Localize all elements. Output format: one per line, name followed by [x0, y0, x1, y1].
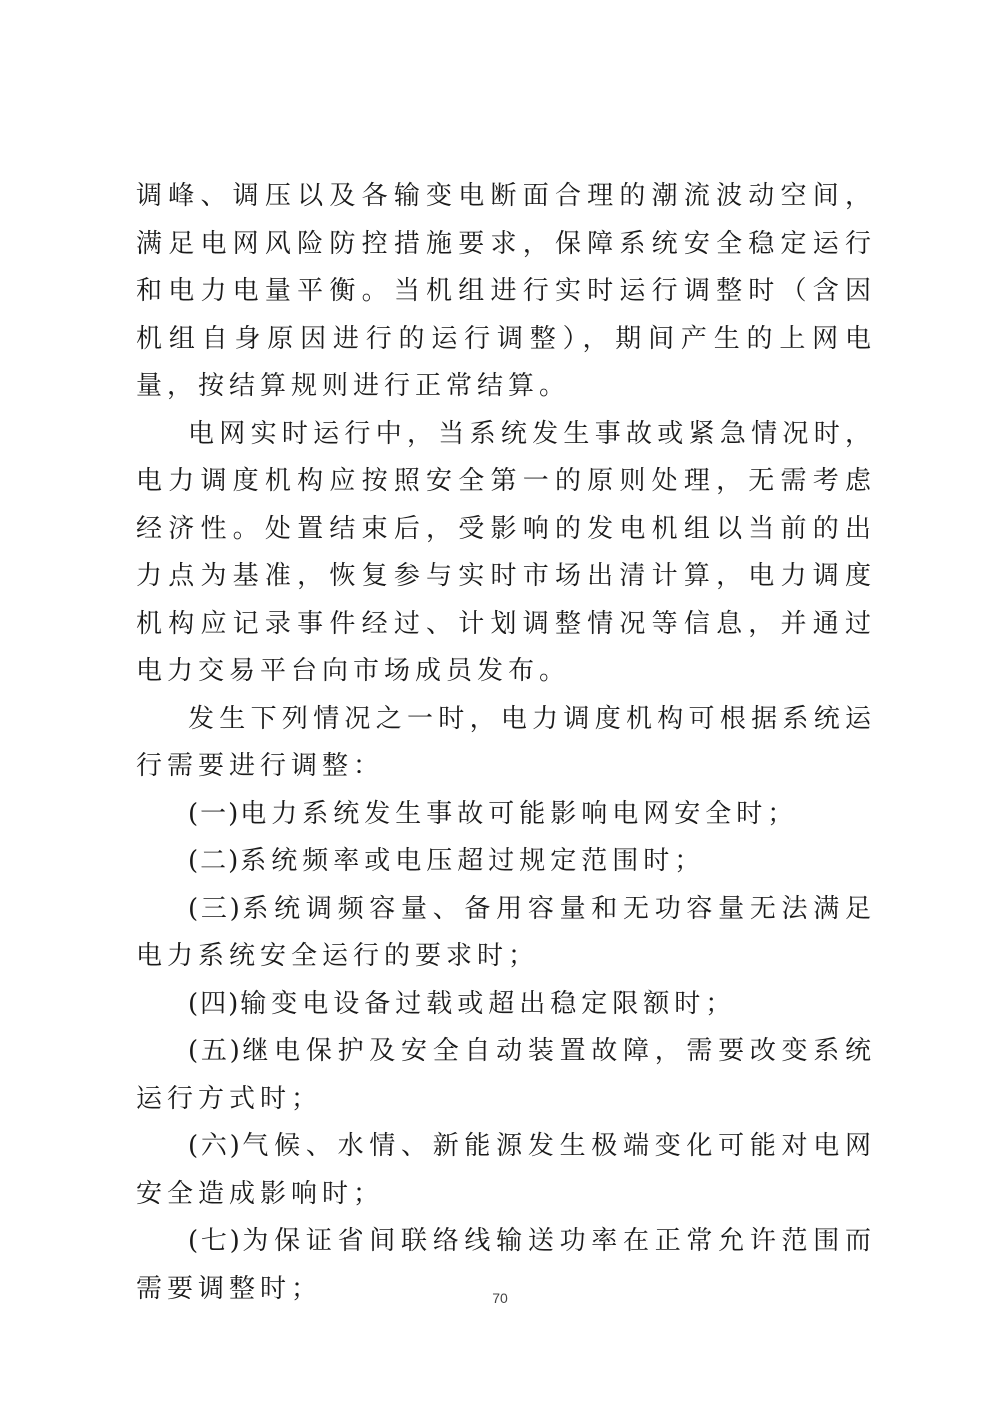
list-item-text: 为保证省间联络线输送功率在正常允许范围而需要调整时； — [136, 1226, 876, 1304]
list-item-number: (一) — [188, 798, 241, 829]
list-item — [136, 791, 876, 839]
list-item-text: 系统调频容量、备用容量和无功容量无法满足电力系统安全运行的要求时； — [136, 893, 876, 971]
paragraph-continuation: 调峰、调压以及各输变电断面合理的潮流波动空间，满足电网风险防控措施要求，保障系统安全稳定运行和电力电量平衡。当机组进行实时运行调整时（含因机组自身原因进行的运行调整），期间产生的上网电量，按结算规则进行正常结算。 — [136, 181, 876, 401]
page-number: 70 — [492, 1290, 508, 1306]
list-item-text: 电力系统发生事故可能影响电网安全时； — [240, 798, 799, 829]
paragraph-emergency-handling: 电网实时运行中，当系统发生事故或紧急情况时，电力调度机构应按照安全第一的原则处理，无需考虑经济性。处置结束后，受影响的发电机组以当前的出力点为基准，恢复参与实时市场出清计算，电力调度机构应记录事件经过、计划调整情况等信息，并通过电力交易平台向市场成员发布。 — [136, 418, 876, 686]
list-item — [136, 1028, 876, 1123]
list-item — [136, 838, 876, 886]
list-item-number: (六) — [188, 1131, 242, 1161]
list-item-number: (四) — [188, 988, 241, 1019]
paragraph-adjustment-conditions: 发生下列情况之一时，电力调度机构可根据系统运行需要进行调整： — [136, 703, 876, 781]
list-item-number: (二) — [188, 846, 241, 876]
list-item — [136, 886, 876, 981]
list-item-text: 系统频率或电压超过规定范围时； — [240, 846, 706, 876]
list-item-text: 气候、水情、新能源发生极端变化可能对电网安全造成影响时； — [136, 1131, 876, 1209]
list-item-number: (三) — [188, 893, 242, 924]
list-item-text: 继电保护及安全自动装置故障，需要改变系统运行方式时； — [136, 1036, 876, 1114]
list-item — [136, 1123, 876, 1218]
list-item — [136, 981, 876, 1029]
list-item-number: (七) — [188, 1226, 242, 1256]
document-body — [136, 173, 876, 1313]
list-item-number: (五) — [188, 1036, 242, 1066]
list-item-text: 输变电设备过载或超出稳定限额时； — [240, 988, 737, 1019]
